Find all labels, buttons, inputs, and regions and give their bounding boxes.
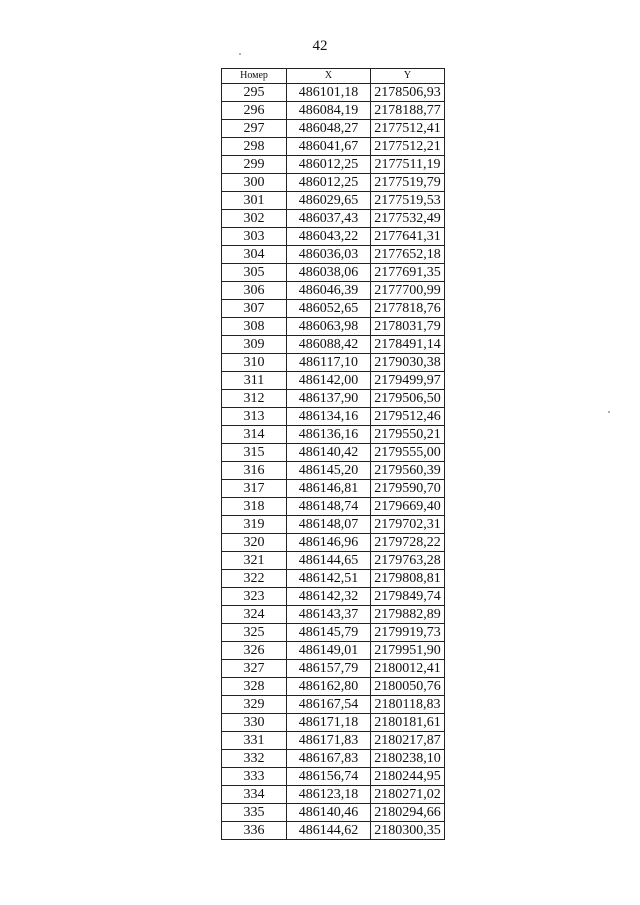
cell-point-number: 305 [222,264,287,282]
cell-x-coordinate: 486171,83 [287,732,371,750]
cell-point-number: 320 [222,534,287,552]
table-row [222,210,445,228]
cell-x-coordinate: 486149,01 [287,642,371,660]
cell-y-coordinate: 2179550,21 [371,426,445,444]
cell-x-coordinate: 486012,25 [287,174,371,192]
cell-x-coordinate: 486145,79 [287,624,371,642]
table-row [222,318,445,336]
table-row [222,444,445,462]
scan-speck [239,53,241,55]
table-row [222,372,445,390]
cell-point-number: 317 [222,480,287,498]
cell-point-number: 329 [222,696,287,714]
cell-point-number: 310 [222,354,287,372]
table-row [222,84,445,102]
cell-y-coordinate: 2180300,35 [371,822,445,840]
cell-x-coordinate: 486037,43 [287,210,371,228]
cell-y-coordinate: 2178188,77 [371,102,445,120]
cell-y-coordinate: 2179763,28 [371,552,445,570]
cell-y-coordinate: 2179728,22 [371,534,445,552]
cell-point-number: 295 [222,84,287,102]
cell-x-coordinate: 486148,74 [287,498,371,516]
cell-x-coordinate: 486142,00 [287,372,371,390]
cell-x-coordinate: 486052,65 [287,300,371,318]
cell-x-coordinate: 486162,80 [287,678,371,696]
cell-x-coordinate: 486140,46 [287,804,371,822]
table-row [222,732,445,750]
cell-x-coordinate: 486157,79 [287,660,371,678]
table-row [222,696,445,714]
cell-y-coordinate: 2177641,31 [371,228,445,246]
table-row [222,246,445,264]
table-row [222,750,445,768]
cell-y-coordinate: 2180012,41 [371,660,445,678]
cell-x-coordinate: 486012,25 [287,156,371,174]
page-number: 42 [312,38,328,54]
cell-point-number: 299 [222,156,287,174]
cell-point-number: 328 [222,678,287,696]
cell-y-coordinate: 2180271,02 [371,786,445,804]
cell-x-coordinate: 486137,90 [287,390,371,408]
table-row [222,480,445,498]
table-header-row [222,69,445,84]
table-row [222,336,445,354]
coordinates-table [221,68,445,840]
scan-speck [608,411,610,413]
cell-y-coordinate: 2177512,21 [371,138,445,156]
cell-point-number: 308 [222,318,287,336]
cell-point-number: 301 [222,192,287,210]
table-row [222,192,445,210]
cell-x-coordinate: 486036,03 [287,246,371,264]
table-row [222,102,445,120]
cell-point-number: 334 [222,786,287,804]
column-header-x: X [287,69,371,84]
table-row [222,354,445,372]
cell-y-coordinate: 2180118,83 [371,696,445,714]
table-row [222,120,445,138]
cell-x-coordinate: 486146,81 [287,480,371,498]
cell-point-number: 326 [222,642,287,660]
cell-point-number: 298 [222,138,287,156]
cell-x-coordinate: 486029,65 [287,192,371,210]
cell-x-coordinate: 486084,19 [287,102,371,120]
cell-x-coordinate: 486046,39 [287,282,371,300]
table-row [222,498,445,516]
cell-y-coordinate: 2180294,66 [371,804,445,822]
cell-x-coordinate: 486134,16 [287,408,371,426]
cell-y-coordinate: 2177532,49 [371,210,445,228]
table-row [222,714,445,732]
table-row [222,156,445,174]
cell-x-coordinate: 486142,32 [287,588,371,606]
cell-point-number: 316 [222,462,287,480]
table-row [222,552,445,570]
cell-y-coordinate: 2180050,76 [371,678,445,696]
table-row [222,426,445,444]
table-row [222,570,445,588]
cell-x-coordinate: 486142,51 [287,570,371,588]
table-row [222,768,445,786]
cell-x-coordinate: 486063,98 [287,318,371,336]
cell-y-coordinate: 2177512,41 [371,120,445,138]
cell-point-number: 314 [222,426,287,444]
cell-x-coordinate: 486136,16 [287,426,371,444]
cell-x-coordinate: 486167,83 [287,750,371,768]
cell-y-coordinate: 2178491,14 [371,336,445,354]
cell-y-coordinate: 2180217,87 [371,732,445,750]
cell-point-number: 330 [222,714,287,732]
cell-point-number: 296 [222,102,287,120]
cell-point-number: 302 [222,210,287,228]
column-header-y: Y [371,69,445,84]
cell-x-coordinate: 486143,37 [287,606,371,624]
table-body [222,84,445,840]
cell-x-coordinate: 486123,18 [287,786,371,804]
table-row [222,174,445,192]
cell-point-number: 315 [222,444,287,462]
table-row [222,282,445,300]
cell-x-coordinate: 486117,10 [287,354,371,372]
cell-y-coordinate: 2180181,61 [371,714,445,732]
cell-point-number: 319 [222,516,287,534]
cell-y-coordinate: 2179808,81 [371,570,445,588]
cell-x-coordinate: 486038,06 [287,264,371,282]
cell-point-number: 335 [222,804,287,822]
cell-point-number: 307 [222,300,287,318]
cell-y-coordinate: 2179590,70 [371,480,445,498]
cell-y-coordinate: 2178031,79 [371,318,445,336]
cell-y-coordinate: 2177519,79 [371,174,445,192]
table-row [222,624,445,642]
cell-point-number: 323 [222,588,287,606]
cell-x-coordinate: 486148,07 [287,516,371,534]
table-row [222,138,445,156]
cell-x-coordinate: 486144,65 [287,552,371,570]
cell-y-coordinate: 2179030,38 [371,354,445,372]
table-row [222,678,445,696]
table-row [222,228,445,246]
cell-x-coordinate: 486043,22 [287,228,371,246]
cell-x-coordinate: 486101,18 [287,84,371,102]
table-row [222,804,445,822]
cell-point-number: 332 [222,750,287,768]
cell-point-number: 306 [222,282,287,300]
cell-y-coordinate: 2179702,31 [371,516,445,534]
cell-point-number: 297 [222,120,287,138]
table-row [222,516,445,534]
cell-x-coordinate: 486088,42 [287,336,371,354]
cell-point-number: 304 [222,246,287,264]
cell-y-coordinate: 2179560,39 [371,462,445,480]
table-row [222,534,445,552]
column-header-number: Номер [222,69,287,84]
cell-y-coordinate: 2179499,97 [371,372,445,390]
table-row [222,408,445,426]
table-row [222,642,445,660]
cell-y-coordinate: 2177818,76 [371,300,445,318]
cell-point-number: 303 [222,228,287,246]
cell-x-coordinate: 486167,54 [287,696,371,714]
table-row [222,822,445,840]
cell-point-number: 322 [222,570,287,588]
cell-y-coordinate: 2179882,89 [371,606,445,624]
table-row [222,606,445,624]
cell-point-number: 300 [222,174,287,192]
table-row [222,390,445,408]
table-row [222,660,445,678]
cell-point-number: 324 [222,606,287,624]
table-row [222,264,445,282]
cell-x-coordinate: 486145,20 [287,462,371,480]
cell-y-coordinate: 2177700,99 [371,282,445,300]
table-row [222,588,445,606]
cell-point-number: 309 [222,336,287,354]
cell-x-coordinate: 486140,42 [287,444,371,462]
table-row [222,300,445,318]
cell-point-number: 312 [222,390,287,408]
cell-y-coordinate: 2179555,00 [371,444,445,462]
cell-y-coordinate: 2179919,73 [371,624,445,642]
cell-point-number: 325 [222,624,287,642]
cell-y-coordinate: 2178506,93 [371,84,445,102]
cell-point-number: 311 [222,372,287,390]
cell-x-coordinate: 486156,74 [287,768,371,786]
cell-y-coordinate: 2177519,53 [371,192,445,210]
cell-x-coordinate: 486171,18 [287,714,371,732]
cell-y-coordinate: 2179512,46 [371,408,445,426]
cell-y-coordinate: 2177691,35 [371,264,445,282]
table-row [222,462,445,480]
cell-point-number: 333 [222,768,287,786]
cell-point-number: 327 [222,660,287,678]
cell-y-coordinate: 2179951,90 [371,642,445,660]
cell-point-number: 318 [222,498,287,516]
cell-x-coordinate: 486144,62 [287,822,371,840]
cell-point-number: 313 [222,408,287,426]
cell-x-coordinate: 486048,27 [287,120,371,138]
cell-y-coordinate: 2180244,95 [371,768,445,786]
cell-x-coordinate: 486041,67 [287,138,371,156]
cell-point-number: 336 [222,822,287,840]
cell-y-coordinate: 2179506,50 [371,390,445,408]
cell-x-coordinate: 486146,96 [287,534,371,552]
cell-y-coordinate: 2177652,18 [371,246,445,264]
cell-y-coordinate: 2177511,19 [371,156,445,174]
cell-y-coordinate: 2180238,10 [371,750,445,768]
cell-point-number: 321 [222,552,287,570]
cell-point-number: 331 [222,732,287,750]
cell-y-coordinate: 2179849,74 [371,588,445,606]
table-row [222,786,445,804]
cell-y-coordinate: 2179669,40 [371,498,445,516]
